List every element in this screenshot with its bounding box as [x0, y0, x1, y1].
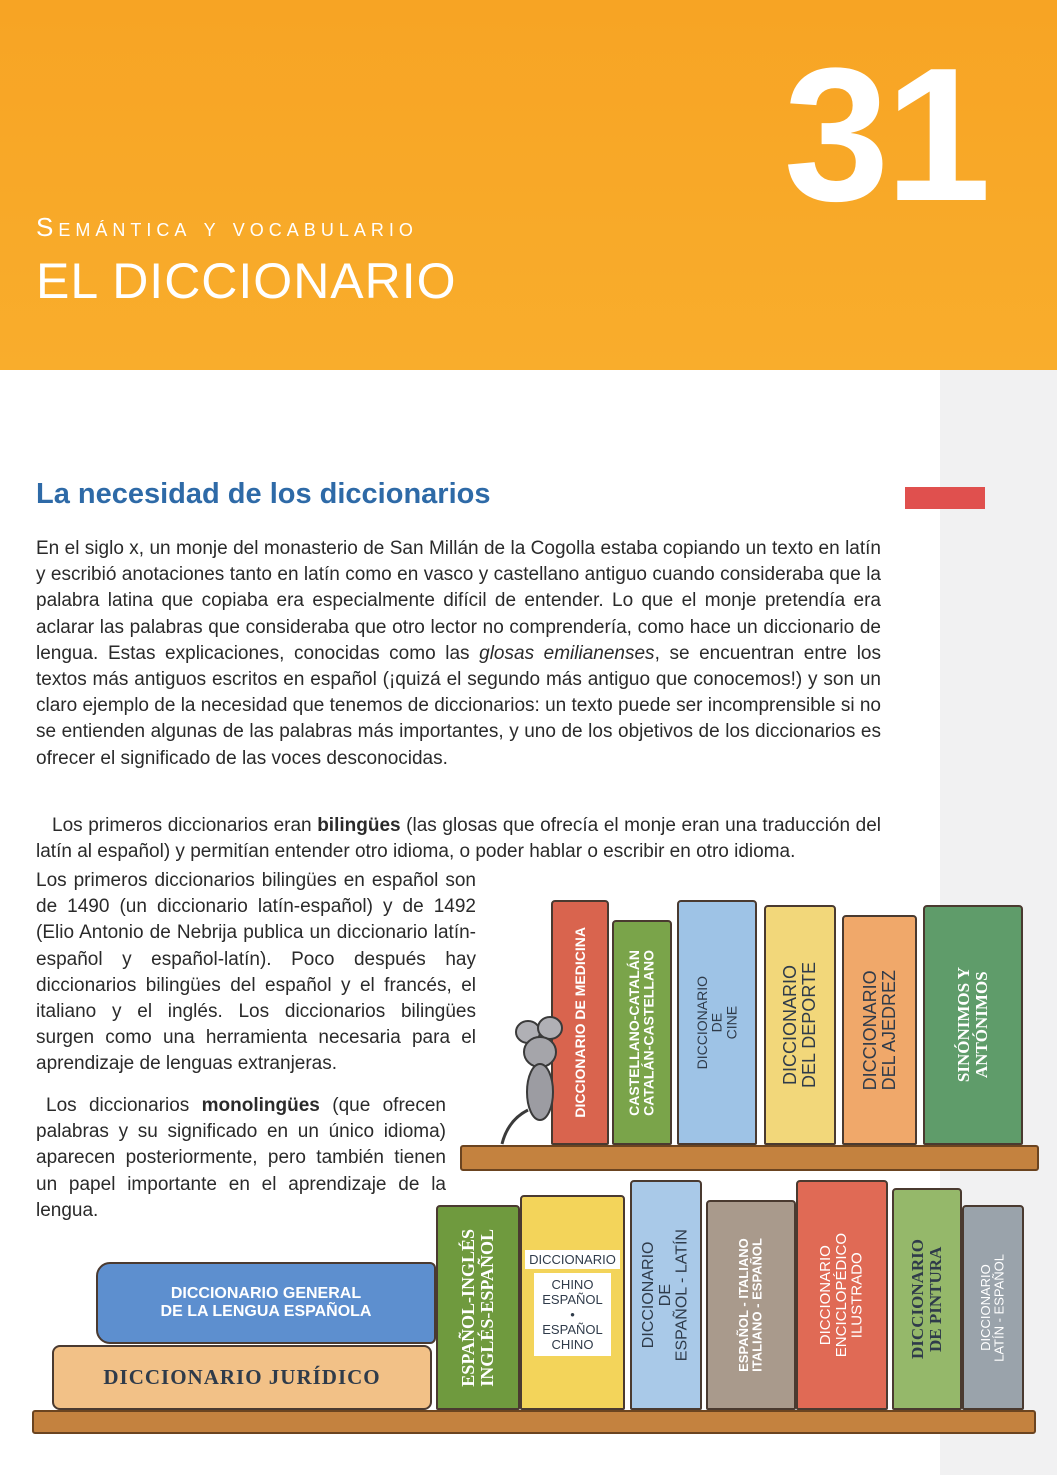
book-enciclopedico-title: DICCIONARIO ENCICLOPÉDICO ILUSTRADO — [817, 1232, 866, 1358]
p4-text-a: Los diccionarios — [46, 1095, 202, 1116]
book-espanol-ingles — [436, 1205, 520, 1410]
paragraph-3: Los primeros diccionarios bilingües en español son de 1490 (un diccionario latín-español) y de 1492 (Elio Antonio de Nebrija publica un diccionario latín-español y español-latín). Poco después hay diccionarios bilingües del español y el francés, el italiano y el inglés. Los diccionarios bilingües surgen como una herramienta necesaria para el aprendizaje de lenguas extranjeras. — [36, 870, 476, 1075]
top-shelf — [460, 1145, 1039, 1171]
book-pintura-title: DICCIONARIO DE PINTURA — [908, 1239, 945, 1359]
book-espanol-latin-title: DICCIONARIO DE ESPAÑOL - LATÍN — [639, 1228, 691, 1362]
book-general-title: DICCIONARIO GENERAL DE LA LENGUA ESPAÑOLA — [160, 1284, 372, 1320]
bottom-shelf — [32, 1410, 1036, 1434]
section-heading: La necesidad de los diccionarios — [36, 478, 491, 510]
paragraph-1 — [36, 536, 881, 772]
chapter-header — [0, 0, 1057, 370]
book-juridico-title: DICCIONARIO JURÍDICO — [103, 1365, 381, 1389]
p1-text-a: En el siglo x, un monje del monasterio de San Millán de la Cogolla estaba copiando un texto en latín y escribió anotaciones tanto en latín como en vasco y castellano antiguo cuando consideraba que la palabra latina que copiaba era especialmente difícil de entender. Lo que el monje pretendía era aclarar las palabras que consideraba que otro lector no comprendería, como hace un diccionario de lengua. Estas explicaciones, conocidas como las — [36, 538, 881, 664]
p4-text-b: (que ofrecen palabras y su significado en un único idioma) aparecen posteriormente, pero también tienen un papel importante en el aprendizaje de la lengua. — [36, 1095, 446, 1221]
book-cine — [677, 900, 757, 1145]
mouse-illustration — [498, 1010, 568, 1150]
book-enciclopedico — [796, 1180, 888, 1410]
book-espanol-ingles-title: ESPAÑOL-INGLÉS INGLÉS-ESPAÑOL — [458, 1228, 497, 1387]
book-sinonimos — [923, 905, 1023, 1145]
section-label: Semántica y vocabulario — [36, 212, 418, 242]
page-title: EL DICCIONARIO — [36, 253, 457, 309]
book-castellano-catalan-title: CASTELLANO-CATALÁN CATALÁN-CASTELLANO — [626, 949, 657, 1116]
p2-bold: bilingües — [317, 815, 401, 836]
book-chino — [520, 1195, 625, 1410]
p2-text-b: (las glosas que ofrecía el monje eran una traducción del latín al español) y permitían entender otro idioma, o poder hablar o escribir en otro idioma. — [36, 815, 881, 863]
book-general — [96, 1262, 436, 1344]
book-cine-title: DICCIONARIO DE CINE — [693, 975, 740, 1070]
p2-text-a: Los primeros diccionarios eran — [52, 815, 318, 836]
p4-bold: monolingües — [201, 1095, 320, 1116]
book-latin-espanol — [962, 1205, 1024, 1410]
book-castellano-catalan — [612, 920, 672, 1145]
book-italiano — [706, 1200, 796, 1410]
chapter-number: 31 — [783, 29, 987, 241]
p1-text-b: , se encuentran entre los textos más antiguos escritos en español (¡quizá el segundo más antiguo que conocemos!) y son un claro ejemplo de la necesidad que tenemos de diccionarios: un texto puede ser incomprensible si no se entienden algunas de las palabras más importantes, y uno de los objetivos de los diccionarios es ofrecer el significado de las voces desconocidas. — [36, 642, 881, 769]
book-chino-sub: CHINO ESPAÑOL • ESPAÑOL CHINO — [534, 1273, 610, 1356]
paragraph-4 — [36, 1093, 446, 1224]
book-juridico — [52, 1345, 432, 1410]
book-latin-espanol-title: DICCIONARIO LATÍN - ESPAÑOL — [978, 1253, 1007, 1362]
book-chino-label: DICCIONARIO — [525, 1250, 620, 1269]
book-pintura — [892, 1188, 962, 1410]
p1-italic: glosas emilianenses — [479, 642, 655, 664]
book-ajedrez — [842, 915, 917, 1145]
book-deporte-title: DICCIONARIO DEL DEPORTE — [780, 961, 819, 1089]
book-italiano-title: ESPAÑOL - ITALIANO ITALIANO - ESPAÑOL — [736, 1238, 765, 1372]
book-medicina-title: DICCIONARIO DE MEDICINA — [571, 927, 588, 1118]
book-ajedrez-title: DICCIONARIO DEL AJEDREZ — [859, 969, 899, 1091]
book-deporte — [764, 905, 836, 1145]
book-espanol-latin — [630, 1180, 702, 1410]
book-sinonimos-title: SINÓNIMOS Y ANTÓNIMOS — [954, 967, 991, 1083]
side-marker — [905, 487, 985, 509]
paragraph-2 — [36, 813, 881, 865]
